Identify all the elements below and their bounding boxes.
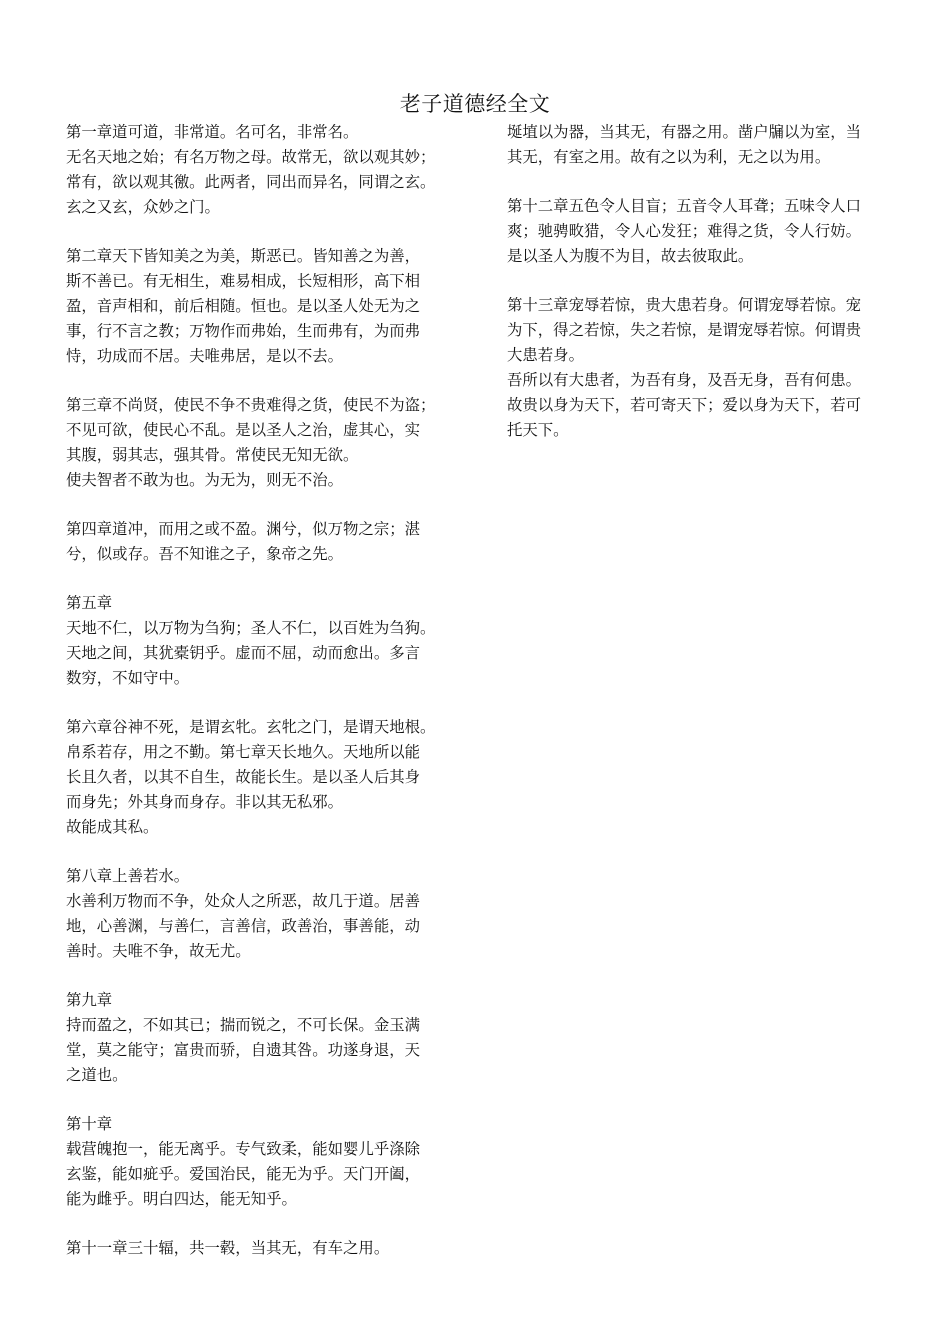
text-line: 帛系若存，用之不勤。第七章天长地久。天地所以能 bbox=[66, 743, 420, 761]
text-paragraph bbox=[66, 1236, 471, 1261]
text-line: 第十三章宠辱若惊，贵大患若身。何谓宠辱若惊。宠 bbox=[507, 296, 861, 314]
text-paragraph bbox=[507, 120, 905, 170]
text-line: 是以圣人为腹不为目，故去彼取此。 bbox=[507, 247, 754, 265]
text-line: 常有，欲以观其徼。此两者，同出而异名，同谓之玄。 bbox=[66, 173, 436, 191]
text-paragraph bbox=[66, 244, 471, 369]
text-line: 第五章 bbox=[66, 594, 113, 612]
text-line: 恃，功成而不居。夫唯弗居，是以不去。 bbox=[66, 347, 344, 365]
text-line: 善时。夫唯不争，故无尤。 bbox=[66, 942, 251, 960]
text-line: 无名天地之始；有名万物之母。故常无，欲以观其妙； bbox=[66, 148, 436, 166]
text-paragraph bbox=[66, 1112, 471, 1212]
text-line: 使夫智者不敢为也。为无为，则无不治。 bbox=[66, 471, 344, 489]
text-line: 第十二章五色令人目盲；五音令人耳聋；五味令人口 bbox=[507, 197, 861, 215]
text-line: 不见可欲，使民心不乱。是以圣人之治，虚其心，实 bbox=[66, 421, 420, 439]
text-line: 第四章道冲，而用之或不盈。渊兮，似万物之宗；湛 bbox=[66, 520, 420, 538]
text-line: 第六章谷神不死，是谓玄牝。玄牝之门，是谓天地根。 bbox=[66, 718, 436, 736]
text-line: 其腹，弱其志，强其骨。常使民无知无欲。 bbox=[66, 446, 359, 464]
text-line: 第三章不尚贤，使民不争不贵难得之货，使民不为盗； bbox=[66, 396, 436, 414]
right-text-column bbox=[507, 120, 905, 467]
text-paragraph bbox=[66, 591, 471, 691]
text-paragraph bbox=[507, 194, 905, 269]
text-paragraph bbox=[507, 293, 905, 443]
text-line: 堂，莫之能守；富贵而骄，自遗其咎。功遂身退，天 bbox=[66, 1041, 420, 1059]
text-line: 水善利万物而不争，处众人之所恶，故几于道。居善 bbox=[66, 892, 420, 910]
text-line: 吾所以有大患者，为吾有身，及吾无身，吾有何患。 bbox=[507, 371, 861, 389]
text-line: 第九章 bbox=[66, 991, 113, 1009]
text-line: 持而盈之，不如其已；揣而锐之，不可长保。金玉满 bbox=[66, 1016, 420, 1034]
text-line: 斯不善已。有无相生，难易相成，长短相形，高下相 bbox=[66, 272, 420, 290]
text-paragraph bbox=[66, 864, 471, 964]
text-line: 盈，音声相和，前后相随。恒也。是以圣人处无为之 bbox=[66, 297, 420, 315]
text-line: 故能成其私。 bbox=[66, 818, 159, 836]
text-line: 爽；驰骋畋猎，令人心发狂；难得之货，令人行妨。 bbox=[507, 222, 861, 240]
text-line: 长且久者，以其不自生，故能长生。是以圣人后其身 bbox=[66, 768, 420, 786]
text-line: 而身先；外其身而身存。非以其无私邪。 bbox=[66, 793, 344, 811]
text-line: 第一章道可道，非常道。名可名，非常名。 bbox=[66, 123, 359, 141]
document-title: 老子道德经全文 bbox=[399, 92, 551, 116]
text-line: 地，心善渊，与善仁，言善信，政善治，事善能，动 bbox=[66, 917, 420, 935]
text-line: 天地不仁，以万物为刍狗；圣人不仁，以百姓为刍狗。 bbox=[66, 619, 436, 637]
text-paragraph bbox=[66, 715, 471, 840]
text-line: 埏埴以为器，当其无，有器之用。凿户牖以为室，当 bbox=[507, 123, 861, 141]
text-line: 其无，有室之用。故有之以为利，无之以为用。 bbox=[507, 148, 831, 166]
text-line: 能为雌乎。明白四达，能无知乎。 bbox=[66, 1190, 297, 1208]
text-line: 天地之间，其犹橐钥乎。虚而不屈，动而愈出。多言 bbox=[66, 644, 420, 662]
text-line: 第十一章三十辐，共一毂，当其无，有车之用。 bbox=[66, 1239, 390, 1257]
text-line: 第八章上善若水。 bbox=[66, 867, 190, 885]
text-line: 第二章天下皆知美之为美，斯恶已。皆知善之为善， bbox=[66, 247, 420, 265]
text-line: 载营魄抱一，能无离乎。专气致柔，能如婴儿乎涤除 bbox=[66, 1140, 420, 1158]
text-paragraph bbox=[66, 120, 471, 220]
text-paragraph bbox=[66, 393, 471, 493]
text-paragraph bbox=[66, 517, 471, 567]
left-text-column bbox=[66, 120, 471, 1285]
text-line: 故贵以身为天下，若可寄天下；爱以身为天下，若可 bbox=[507, 396, 861, 414]
text-line: 大患若身。 bbox=[507, 346, 584, 364]
text-line: 数穷，不如守中。 bbox=[66, 669, 190, 687]
text-paragraph bbox=[66, 988, 471, 1088]
text-line: 托天下。 bbox=[507, 421, 569, 439]
text-line: 玄之又玄，众妙之门。 bbox=[66, 198, 220, 216]
text-line: 之道也。 bbox=[66, 1066, 128, 1084]
text-line: 第十章 bbox=[66, 1115, 113, 1133]
text-line: 玄鉴，能如疵乎。爱国治民，能无为乎。天门开阖， bbox=[66, 1165, 420, 1183]
text-line: 为下，得之若惊，失之若惊，是谓宠辱若惊。何谓贵 bbox=[507, 321, 861, 339]
text-line: 兮，似或存。吾不知谁之子，象帝之先。 bbox=[66, 545, 344, 563]
text-line: 事，行不言之教；万物作而弗始，生而弗有，为而弗 bbox=[66, 322, 420, 340]
